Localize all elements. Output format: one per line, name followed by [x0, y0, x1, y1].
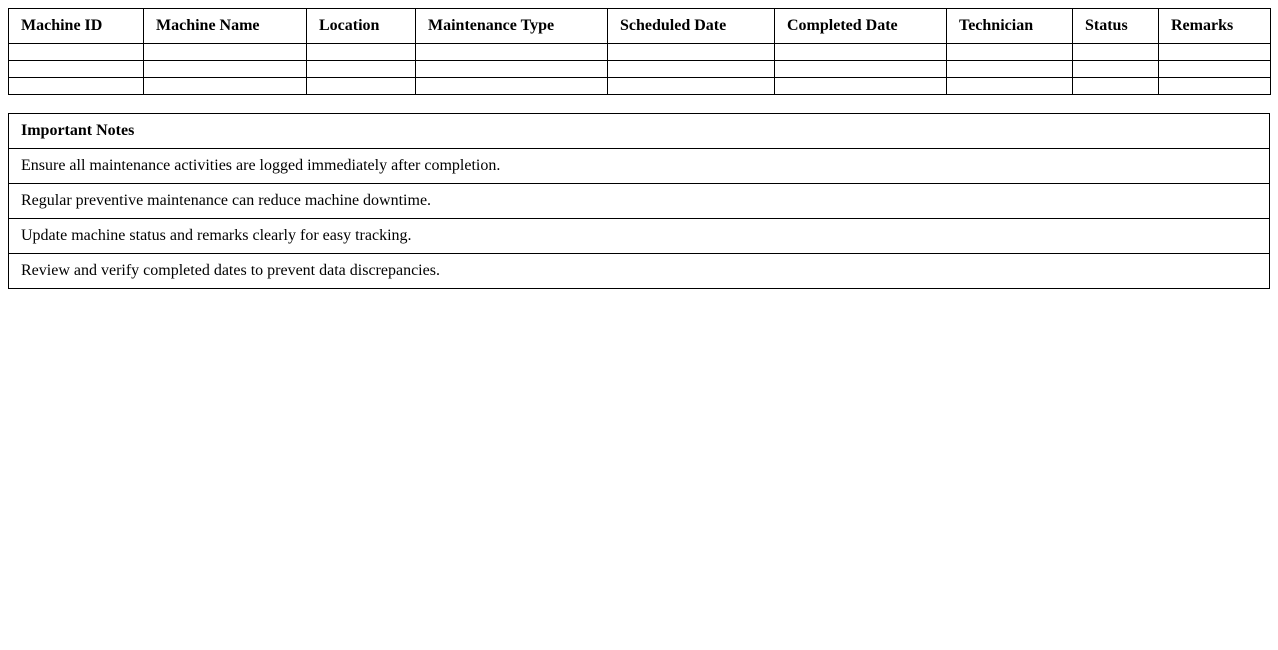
cell-location [307, 78, 416, 95]
cell-completed-date [775, 78, 947, 95]
note-item: Review and verify completed dates to prevent data discrepancies. [9, 254, 1270, 289]
cell-machine-name [144, 61, 307, 78]
column-header-machine-name: Machine Name [144, 9, 307, 44]
cell-remarks [1159, 78, 1271, 95]
note-item: Update machine status and remarks clearly for easy tracking. [9, 219, 1270, 254]
cell-location [307, 61, 416, 78]
cell-machine-id [9, 44, 144, 61]
table-row [9, 61, 1271, 78]
cell-technician [947, 78, 1073, 95]
cell-machine-id [9, 78, 144, 95]
cell-status [1073, 44, 1159, 61]
note-row [9, 184, 1270, 219]
cell-completed-date [775, 44, 947, 61]
table-row [9, 44, 1271, 61]
cell-technician [947, 44, 1073, 61]
column-header-location: Location [307, 9, 416, 44]
cell-remarks [1159, 61, 1271, 78]
cell-scheduled-date [608, 44, 775, 61]
table-header-row [9, 9, 1271, 44]
cell-maintenance-type [416, 61, 608, 78]
important-notes-table [8, 113, 1270, 289]
cell-maintenance-type [416, 78, 608, 95]
cell-remarks [1159, 44, 1271, 61]
maintenance-log-table [8, 8, 1271, 95]
column-header-machine-id: Machine ID [9, 9, 144, 44]
note-row [9, 254, 1270, 289]
note-row [9, 219, 1270, 254]
cell-status [1073, 61, 1159, 78]
note-item: Ensure all maintenance activities are logged immediately after completion. [9, 149, 1270, 184]
column-header-technician: Technician [947, 9, 1073, 44]
notes-heading: Important Notes [9, 114, 1270, 149]
cell-status [1073, 78, 1159, 95]
cell-machine-name [144, 78, 307, 95]
column-header-remarks: Remarks [1159, 9, 1271, 44]
note-row [9, 149, 1270, 184]
note-item: Regular preventive maintenance can reduce machine downtime. [9, 184, 1270, 219]
cell-machine-id [9, 61, 144, 78]
cell-maintenance-type [416, 44, 608, 61]
notes-header-row [9, 114, 1270, 149]
column-header-maintenance-type: Maintenance Type [416, 9, 608, 44]
cell-technician [947, 61, 1073, 78]
column-header-completed-date: Completed Date [775, 9, 947, 44]
cell-completed-date [775, 61, 947, 78]
document-body [8, 8, 1270, 289]
column-header-status: Status [1073, 9, 1159, 44]
cell-machine-name [144, 44, 307, 61]
cell-location [307, 44, 416, 61]
cell-scheduled-date [608, 78, 775, 95]
column-header-scheduled-date: Scheduled Date [608, 9, 775, 44]
cell-scheduled-date [608, 61, 775, 78]
table-row [9, 78, 1271, 95]
